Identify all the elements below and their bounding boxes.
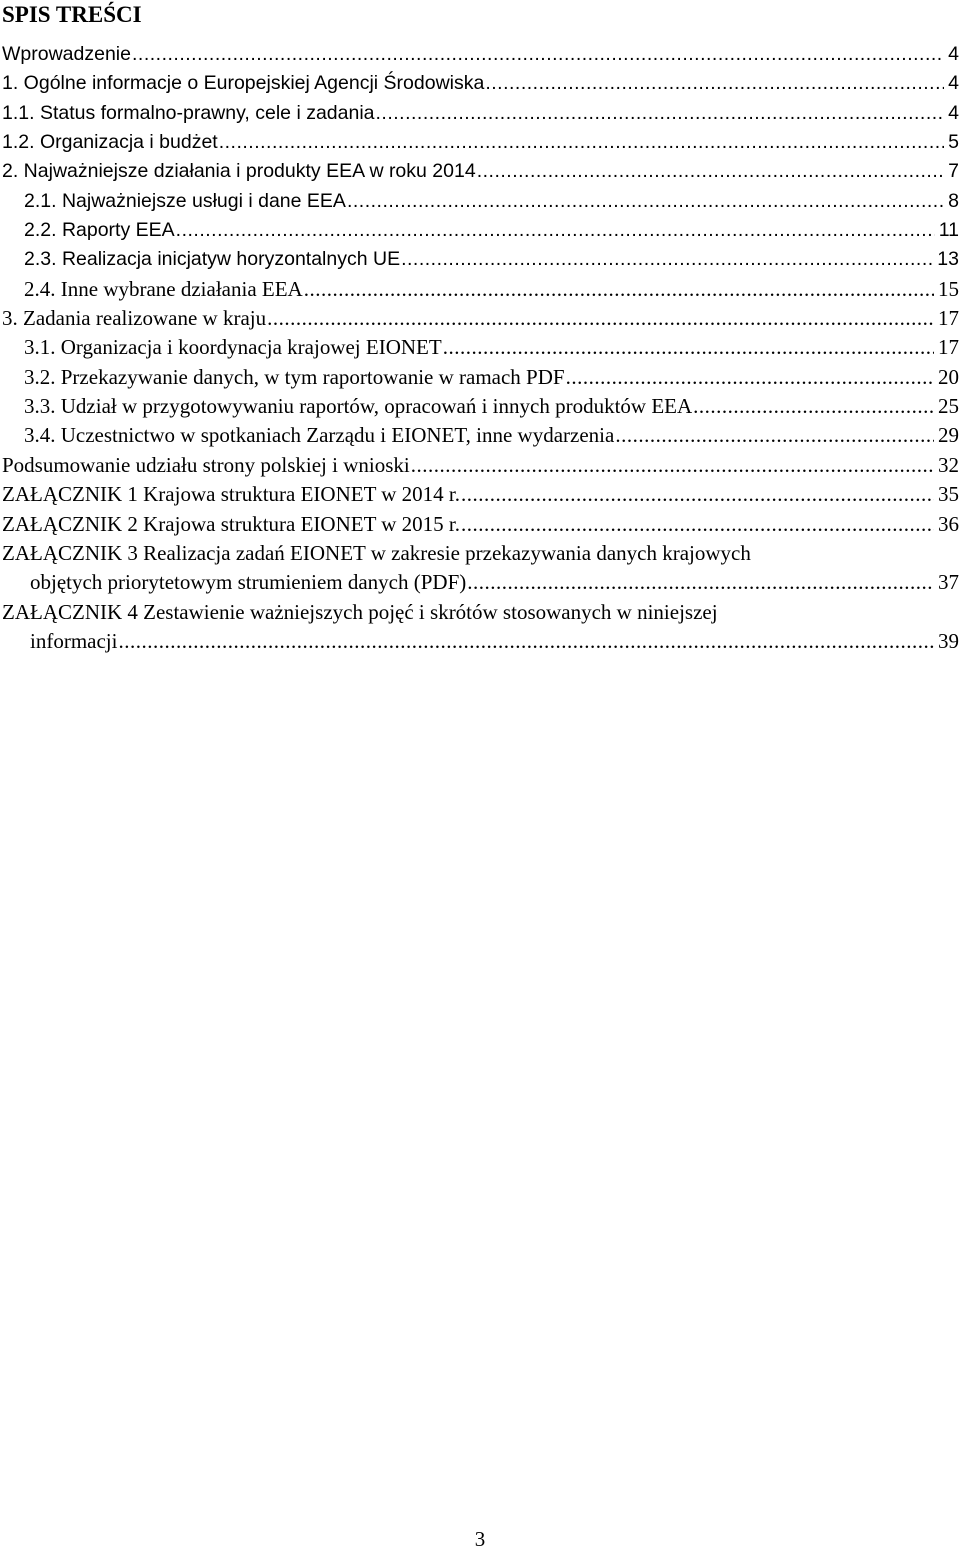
toc-entry-3[interactable] bbox=[0, 304, 959, 333]
toc-entry-page: 4 bbox=[948, 101, 959, 124]
dot-leader bbox=[118, 627, 934, 656]
dot-leader bbox=[347, 187, 944, 216]
toc-entry-page: 29 bbox=[938, 423, 959, 448]
toc-entry-page: 11 bbox=[938, 219, 959, 242]
toc-entry-line bbox=[0, 598, 959, 627]
toc-entry-3-1[interactable] bbox=[0, 333, 959, 362]
page-number: 3 bbox=[474, 1527, 486, 1551]
dot-leader bbox=[219, 128, 944, 157]
toc-entry-title: 2.1. Najważniejsze usługi i dane EEA bbox=[24, 189, 346, 212]
toc-entry-title-continued: informacji bbox=[30, 628, 118, 653]
toc-entry-page: 39 bbox=[938, 628, 959, 653]
toc-entry-title: 3.2. Przekazywanie danych, w tym raportowanie w ramach PDF bbox=[24, 364, 565, 389]
toc-entry-1-1[interactable] bbox=[0, 99, 959, 128]
dot-leader bbox=[401, 245, 933, 274]
toc-entry-title-continued: objętych priorytetowym strumieniem danych (PDF) bbox=[30, 570, 467, 595]
dot-leader bbox=[566, 363, 934, 392]
toc-entry-zalacznik-3[interactable] bbox=[0, 539, 960, 598]
toc-entry-page: 25 bbox=[938, 394, 959, 419]
toc-entry-line bbox=[0, 539, 959, 568]
dot-leader bbox=[461, 480, 934, 509]
dot-leader bbox=[267, 304, 934, 333]
toc-entry-page: 8 bbox=[948, 189, 959, 212]
toc-entry-title: 3. Zadania realizowane w kraju bbox=[2, 306, 267, 331]
dot-leader bbox=[693, 392, 934, 421]
toc-entry-page: 17 bbox=[938, 335, 959, 360]
dot-leader bbox=[461, 510, 934, 539]
page-title: SPIS TREŚCI bbox=[2, 2, 142, 27]
toc-entry-line bbox=[0, 568, 959, 597]
toc-entry-page: 32 bbox=[938, 452, 959, 477]
toc-entry-title: 2.4. Inne wybrane działania EEA bbox=[24, 276, 303, 301]
toc-entry-2[interactable] bbox=[0, 157, 959, 186]
toc-entry-page: 37 bbox=[938, 570, 959, 595]
toc-entry-page: 4 bbox=[948, 72, 959, 95]
toc-entry-title: Wprowadzenie bbox=[2, 43, 131, 65]
toc-entry-page: 15 bbox=[938, 276, 959, 301]
toc-entry-title: Podsumowanie udziału strony polskiej i wnioski bbox=[2, 452, 410, 477]
toc-entry-wprowadzenie[interactable] bbox=[0, 40, 959, 69]
toc-entry-page: 5 bbox=[948, 131, 959, 154]
toc-entry-title: 3.1. Organizacja i koordynacja krajowej EIONET bbox=[24, 335, 442, 360]
toc-entry-podsumowanie[interactable] bbox=[0, 451, 959, 480]
toc-entry-zalacznik-4[interactable] bbox=[0, 598, 960, 657]
dot-leader bbox=[443, 333, 934, 362]
toc-entry-page: 36 bbox=[938, 511, 959, 536]
toc-entry-3-3[interactable] bbox=[0, 392, 959, 421]
toc-entry-page: 7 bbox=[948, 160, 959, 183]
toc-entry-2-1[interactable] bbox=[0, 187, 959, 216]
dot-leader bbox=[467, 568, 934, 597]
dot-leader bbox=[615, 421, 934, 450]
dot-leader bbox=[176, 216, 935, 245]
dot-leader bbox=[485, 69, 944, 98]
table-of-contents bbox=[0, 40, 960, 656]
dot-leader bbox=[411, 451, 934, 480]
toc-entry-3-2[interactable] bbox=[0, 363, 959, 392]
toc-entry-2-3[interactable] bbox=[0, 245, 959, 274]
toc-entry-page: 4 bbox=[948, 43, 959, 65]
dot-leader bbox=[304, 275, 934, 304]
toc-entry-title: 1. Ogólne informacje o Europejskiej Agencji Środowiska bbox=[2, 72, 485, 95]
toc-entry-line bbox=[0, 627, 959, 656]
toc-entry-title: 2.2. Raporty EEA bbox=[24, 219, 175, 242]
toc-entry-1-2[interactable] bbox=[0, 128, 959, 157]
toc-entry-title: ZAŁĄCZNIK 4 Zestawienie ważniejszych pojęć i skrótów stosowanych w niniejszej bbox=[2, 599, 718, 624]
toc-entry-page: 20 bbox=[938, 364, 959, 389]
toc-entry-title: ZAŁĄCZNIK 1 Krajowa struktura EIONET w 2014 r. bbox=[2, 482, 461, 507]
toc-entry-title: 2.3. Realizacja inicjatyw horyzontalnych UE bbox=[24, 248, 401, 271]
toc-entry-3-4[interactable] bbox=[0, 421, 959, 450]
toc-entry-title: 3.3. Udział w przygotowywaniu raportów, opracowań i innych produktów EEA bbox=[24, 394, 693, 419]
dot-leader bbox=[376, 99, 945, 128]
toc-entry-2-4[interactable] bbox=[0, 275, 959, 304]
dot-leader bbox=[132, 40, 944, 69]
toc-entry-1[interactable] bbox=[0, 69, 959, 98]
toc-entry-zalacznik-1[interactable] bbox=[0, 480, 959, 509]
toc-entry-title: 2. Najważniejsze działania i produkty EEA w roku 2014 bbox=[2, 160, 476, 183]
toc-entry-title: 3.4. Uczestnictwo w spotkaniach Zarządu i EIONET, inne wydarzenia bbox=[24, 423, 615, 448]
toc-entry-page: 13 bbox=[937, 248, 959, 271]
toc-entry-page: 17 bbox=[938, 306, 959, 331]
toc-entry-2-2[interactable] bbox=[0, 216, 959, 245]
toc-entry-title: ZAŁĄCZNIK 2 Krajowa struktura EIONET w 2015 r. bbox=[2, 511, 461, 536]
toc-entry-title: 1.1. Status formalno-prawny, cele i zadania bbox=[2, 101, 375, 124]
toc-entry-page: 35 bbox=[938, 482, 959, 507]
toc-entry-title: 1.2. Organizacja i budżet bbox=[2, 131, 218, 154]
toc-entry-zalacznik-2[interactable] bbox=[0, 510, 959, 539]
toc-entry-title: ZAŁĄCZNIK 3 Realizacja zadań EIONET w zakresie przekazywania danych krajowych bbox=[2, 540, 751, 565]
dot-leader bbox=[477, 157, 944, 186]
